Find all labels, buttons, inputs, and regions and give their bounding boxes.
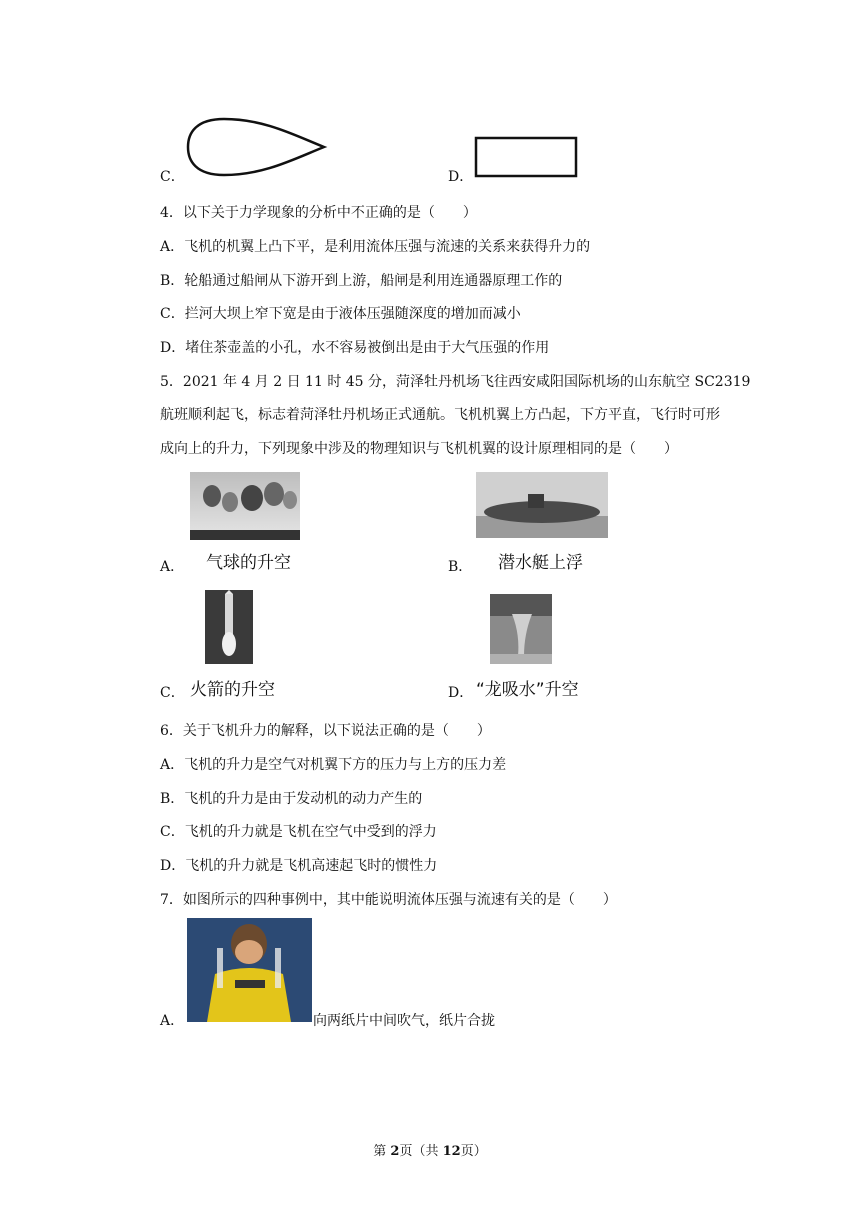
page-footer	[0, 1140, 860, 1159]
q6-option-a: A．飞机的升力是空气对机翼下方的压力与上方的压力差	[160, 757, 507, 773]
q4-option-d: D．堵住茶壶盖的小孔，水不容易被倒出是由于大气压强的作用	[160, 340, 550, 356]
footer-prefix: 第	[373, 1144, 391, 1159]
waterspout-image	[490, 594, 552, 664]
hot-air-balloons-image	[190, 472, 300, 540]
q7-option-a-label: A．	[160, 1013, 185, 1029]
q3-option-c-label: C．	[160, 169, 185, 185]
q6-option-d: D．飞机的升力就是飞机高速起飞时的惯性力	[160, 858, 438, 874]
q6-stem: 6．关于飞机升力的解释，以下说法正确的是（ ）	[160, 723, 491, 739]
q5-option-a-label: A．	[160, 559, 185, 575]
boy-blowing-paper-image	[187, 918, 312, 1022]
q5-option-b-caption: 潜水艇上浮	[498, 553, 583, 573]
q5-option-b-label: B．	[448, 559, 473, 575]
q5-option-c-label: C．	[160, 685, 185, 701]
q7-stem: 7．如图所示的四种事例中，其中能说明流体压强与流速有关的是（ ）	[160, 892, 617, 908]
q4-stem: 4．以下关于力学现象的分析中不正确的是（ ）	[160, 205, 477, 221]
q3-option-d-label: D．	[448, 169, 474, 185]
q4-option-c: C．拦河大坝上窄下宽是由于液体压强随深度的增加而减小	[160, 306, 521, 322]
q5-option-d-label: D．	[448, 685, 474, 701]
teardrop-airfoil-figure	[184, 115, 329, 180]
q5-option-c-caption: 火箭的升空	[190, 680, 275, 700]
footer-total-pages: 12	[442, 1144, 461, 1159]
q4-option-b: B．轮船通过船闸从下游开到上游，船闸是利用连通器原理工作的	[160, 273, 563, 289]
q5-stem-line-1: 5．2021 年 4 月 2 日 11 时 45 分，菏泽牡丹机场飞往西安咸阳国际机场的山东航空 SC2319	[160, 374, 751, 390]
q4-option-a: A．飞机的机翼上凸下平，是利用流体压强与流速的关系来获得升力的	[160, 239, 591, 255]
q6-option-b: B．飞机的升力是由于发动机的动力产生的	[160, 791, 423, 807]
q5-option-d-caption: “龙吸水”升空	[476, 680, 579, 700]
submarine-image	[476, 472, 608, 538]
footer-suffix: 页）	[460, 1144, 487, 1159]
rocket-launch-image	[205, 590, 253, 664]
q5-option-a-caption: 气球的升空	[206, 553, 291, 573]
q7-option-a-caption: 向两纸片中间吹气，纸片合拢	[313, 1013, 495, 1029]
rectangle-figure	[474, 136, 580, 180]
q5-stem-line-2: 航班顺利起飞，标志着菏泽牡丹机场正式通航。飞机机翼上方凸起，下方平直，飞行时可形	[160, 407, 720, 423]
q5-stem-line-3: 成向上的升力，下列现象中涉及的物理知识与飞机机翼的设计原理相同的是（ ）	[160, 441, 678, 457]
footer-middle: 页（共	[399, 1144, 443, 1159]
footer-page-number: 2	[390, 1144, 400, 1159]
q6-option-c: C．飞机的升力就是飞机在空气中受到的浮力	[160, 824, 437, 840]
